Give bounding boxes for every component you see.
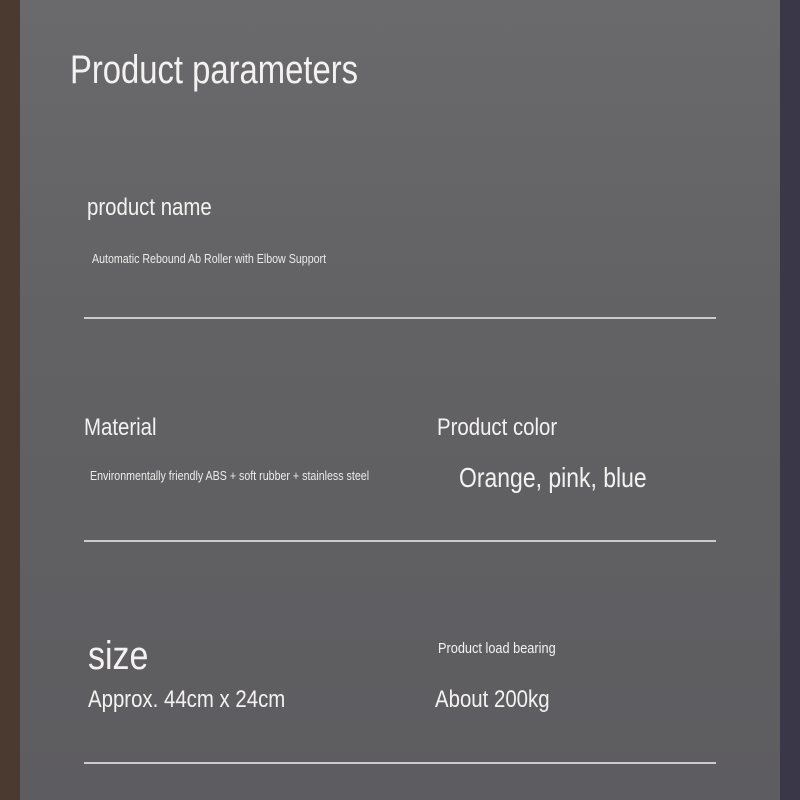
page-title: Product parameters: [70, 48, 359, 92]
material-label: Material: [84, 414, 157, 441]
load-bearing-label: Product load bearing: [438, 640, 556, 657]
size-value: Approx. 44cm x 24cm: [88, 686, 286, 713]
product-name-label: product name: [87, 194, 212, 221]
product-color-value: Orange, pink, blue: [459, 462, 647, 493]
material-value: Environmentally friendly ABS + soft rubber + stainless steel: [90, 468, 370, 483]
parameters-panel: [20, 0, 780, 800]
product-name-value: Automatic Rebound Ab Roller with Elbow Support: [92, 251, 327, 266]
divider: [84, 540, 716, 542]
divider: [84, 762, 716, 764]
product-color-label: Product color: [437, 414, 558, 441]
divider: [84, 317, 716, 319]
load-bearing-value: About 200kg: [435, 686, 550, 713]
size-label: size: [88, 634, 149, 678]
